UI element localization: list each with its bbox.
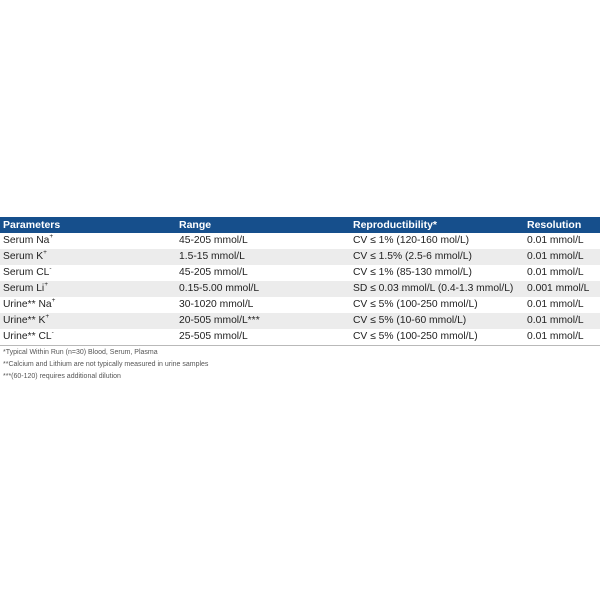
footnotes: [3, 347, 208, 383]
parameter-cell: [0, 313, 176, 329]
reproductibility-cell: CV ≤ 1% (85-130 mmol/L): [353, 267, 472, 278]
resolution-cell: 0.01 mmol/L: [527, 235, 584, 246]
resolution-cell: 0.01 mmol/L: [527, 267, 584, 278]
reproductibility-cell: CV ≤ 1% (120-160 mol/L): [353, 235, 470, 246]
parameter-name: Serum CL: [3, 267, 50, 278]
range-cell: 45-205 mmol/L: [179, 235, 248, 246]
parameter-cell: [0, 233, 176, 249]
header-resolution: Resolution: [526, 217, 600, 233]
resolution-cell: 0.001 mmol/L: [526, 281, 600, 297]
ion-charge: +: [43, 249, 47, 256]
footnote: **Calcium and Lithium are not typically measured in urine samples: [3, 361, 209, 368]
header-reproductibility: Reproductibility*: [350, 217, 526, 233]
ion-charge: +: [51, 297, 56, 304]
parameter-name: Urine** CL: [3, 331, 52, 342]
resolution-cell: 0.01 mmol/L: [527, 299, 584, 310]
range-cell: 20-505 mmol/L***: [176, 313, 350, 329]
parameter-cell: [0, 265, 176, 281]
header-parameters: Parameters: [0, 217, 176, 233]
reproductibility-cell: CV ≤ 5% (10-60 mmol/L): [350, 313, 526, 329]
parameter-name: Serum K: [3, 251, 44, 262]
parameter-name: Urine** Na: [3, 299, 52, 310]
resolution-cell: 0.01 mmol/L: [526, 329, 600, 346]
specifications-table: [0, 217, 600, 346]
footnote: *Typical Within Run (n=30) Blood, Serum, Plasma: [3, 349, 158, 356]
footnote: ***(60-120) requires additional dilution: [3, 373, 121, 380]
parameter-cell: [0, 249, 176, 265]
reproductibility-cell: SD ≤ 0.03 mmol/L (0.4-1.3 mmol/L): [350, 281, 526, 297]
range-cell: 1.5-15 mmol/L: [176, 249, 350, 265]
resolution-cell: 0.01 mmol/L: [526, 313, 600, 329]
table-row: [0, 297, 600, 313]
parameter-cell: [0, 281, 176, 297]
ion-charge: +: [44, 281, 48, 288]
table-row: [0, 233, 600, 249]
header-range: Range: [176, 217, 350, 233]
ion-charge: -: [49, 265, 52, 272]
table-row: [0, 249, 600, 265]
table-row: [0, 329, 600, 346]
ion-charge: +: [49, 233, 54, 240]
range-cell: 0.15-5.00 mmol/L: [176, 281, 350, 297]
parameter-name: Urine** K: [3, 315, 46, 326]
reproductibility-cell: CV ≤ 5% (100-250 mmol/L): [350, 329, 526, 346]
parameter-cell: [0, 329, 176, 346]
range-cell: 45-205 mmol/L: [179, 267, 248, 278]
range-cell: 25-505 mmol/L: [176, 329, 350, 346]
table-row: [0, 281, 600, 297]
reproductibility-cell: CV ≤ 1.5% (2.5-6 mmol/L): [350, 249, 526, 265]
parameter-name: Serum Na: [3, 235, 50, 246]
table-body: [0, 233, 600, 346]
table-header-row: [0, 217, 600, 233]
reproductibility-cell: CV ≤ 5% (100-250 mmol/L): [353, 299, 478, 310]
ion-charge: -: [51, 329, 54, 336]
resolution-cell: 0.01 mmol/L: [526, 249, 600, 265]
parameter-name: Serum Li: [3, 283, 45, 294]
ion-charge: +: [45, 313, 50, 320]
range-cell: 30-1020 mmol/L: [179, 299, 254, 310]
table-row: [0, 265, 600, 281]
table-row: [0, 313, 600, 329]
parameter-cell: [0, 297, 176, 313]
